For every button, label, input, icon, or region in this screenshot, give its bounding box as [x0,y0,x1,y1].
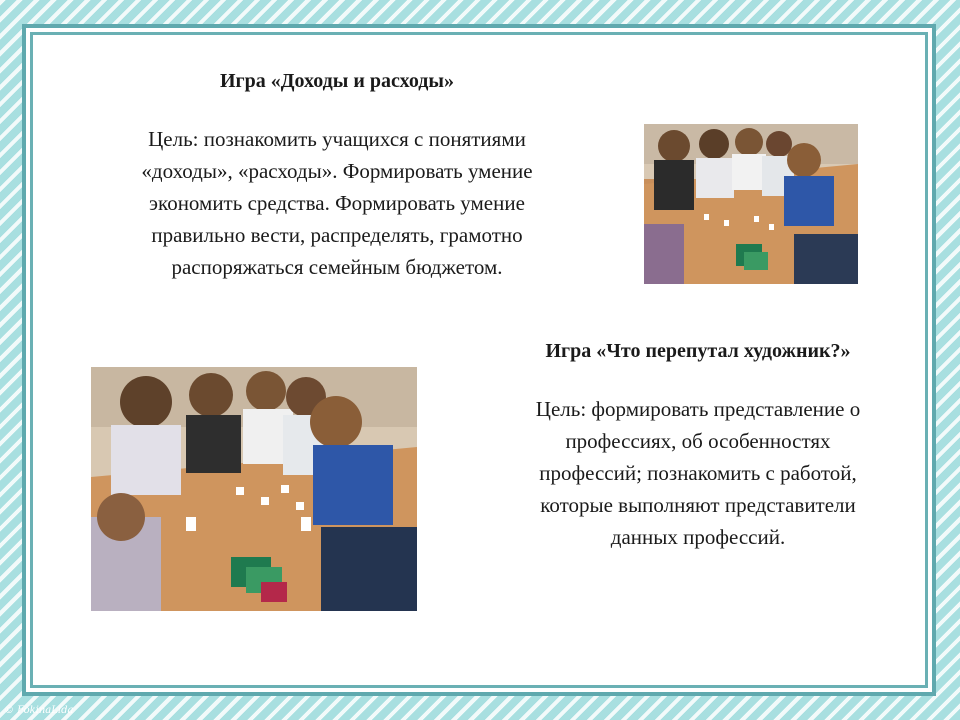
slide-frame [22,24,936,696]
game2-block [483,335,913,553]
game2-goal: Цель: формировать представление о профессиях, об особенностях профессий; познакомить с работой, которые выполняют представители данных профессий. [535,397,861,549]
game1-block [77,65,597,283]
game1-photo [644,124,858,284]
game2-title: Игра «Что перепутал художник?» [545,340,851,362]
game1-title: Игра «Доходы и расходы» [219,70,455,92]
game1-goal: Цель: познакомить учащихся с понятиями «доходы», «расходы». Формировать умение экономить средства. Формировать умение правильно вести, распределять, грамотно распоряжаться семейным бюджетом. [141,127,533,279]
children-playing-photo-2 [91,367,417,611]
author-credit: © FokinaLida [4,705,74,716]
game2-photo [91,367,417,611]
children-playing-photo-1 [644,124,858,284]
slide-content [30,32,928,688]
slide-frame-gap [26,28,932,692]
